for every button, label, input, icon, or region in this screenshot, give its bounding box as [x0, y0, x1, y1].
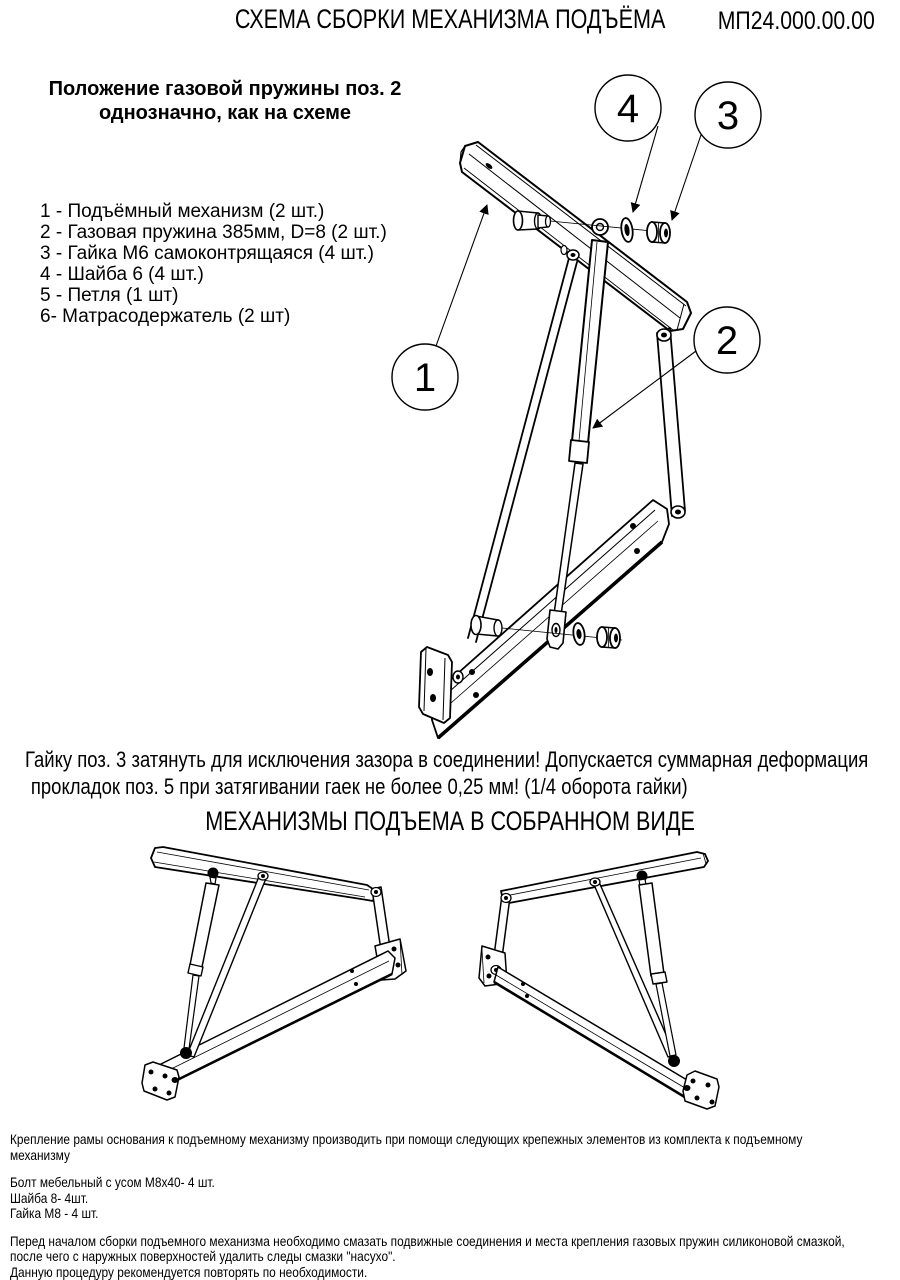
parts-list-item: 1 - Подъёмный механизм (2 шт.) — [40, 201, 325, 222]
lubrication-note-line: Перед началом сборки подъемного механизма необходимо смазать подвижные соединения и места крепления газовых пружин силиконовой смазкой, — [10, 1232, 845, 1249]
callout-1 — [392, 344, 458, 410]
gas-spring-position-note — [20, 77, 430, 125]
leader-2 — [593, 351, 696, 428]
exploded-view-drawing — [390, 50, 890, 745]
assembled-section — [0, 806, 900, 837]
rear-link — [657, 328, 685, 518]
assembled-view-left — [95, 843, 445, 1128]
lower-bolt — [471, 616, 502, 637]
fastener-item: Шайба 8- 4шт. — [10, 1189, 89, 1206]
upper-nut — [647, 222, 670, 243]
callout-4 — [595, 75, 661, 141]
fastener-item: Гайка М8 - 4 шт. — [10, 1205, 99, 1221]
footer-notes — [10, 1132, 845, 1280]
parts-list-item: 6- Матрасодержатель (2 шт) — [40, 306, 291, 327]
parts-list-item: 2 - Газовая пружина 385мм, D=8 (2 шт.) — [40, 222, 387, 243]
parts-list — [40, 201, 387, 327]
leader-3 — [672, 132, 702, 220]
repeat-note-line: Данную процедуру рекомендуется повторять по необходимости. — [10, 1263, 368, 1280]
assembled-section-title: МЕХАНИЗМЫ ПОДЪЕМА В СОБРАННОМ ВИДЕ — [205, 806, 695, 836]
tightening-note — [25, 746, 868, 800]
tightening-note-line: прокладок поз. 5 при затягивании гаек не более 0,25 мм! (1/4 оборота гайки) — [30, 774, 688, 799]
spacer — [10, 1222, 845, 1234]
callout-3-label: 3 — [716, 94, 740, 138]
assembled-view-right — [465, 843, 785, 1133]
fastener-item: Болт мебельный с усом М8х40- 4 шт. — [10, 1174, 215, 1190]
right-base-bracket — [683, 1071, 719, 1109]
note-line: однозначно, как на схеме — [98, 102, 352, 124]
parts-list-item: 4 - Шайба 6 (4 шт.) — [40, 264, 204, 285]
lower-washer — [572, 622, 586, 645]
document-number: МП24.000.00.00 — [717, 7, 875, 35]
page-title: СХЕМА СБОРКИ МЕХАНИЗМА ПОДЪЁМА — [234, 4, 666, 34]
upper-washer — [620, 217, 634, 242]
note-line: Положение газовой пружины поз. 2 — [48, 78, 402, 100]
mounting-note-line: механизму — [10, 1146, 70, 1163]
lubrication-note-line: после чего с наружных поверхностей удалить следы смазки "насухо". — [10, 1248, 396, 1264]
callout-2 — [694, 307, 760, 373]
callout-1-label: 1 — [413, 356, 437, 400]
tightening-note-line: Гайку поз. 3 затянуть для исключения зазора в соединении! Допускается суммарная деформация — [25, 747, 869, 772]
parts-list-item: 3 - Гайка М6 самоконтрящаяся (4 шт.) — [40, 243, 374, 264]
parts-list-item: 5 - Петля (1 шт) — [40, 285, 179, 306]
lower-nut — [597, 627, 620, 648]
mounting-note-line: Крепление рамы основания к подъемному механизму производить при помощи следующих крепежных элементов из комплекта к подъемному — [10, 1131, 803, 1147]
callout-3 — [695, 82, 761, 148]
callout-2-label: 2 — [715, 319, 739, 363]
callout-4-label: 4 — [616, 87, 640, 131]
right-gas-spring — [637, 871, 681, 1068]
leader-1 — [436, 205, 487, 346]
